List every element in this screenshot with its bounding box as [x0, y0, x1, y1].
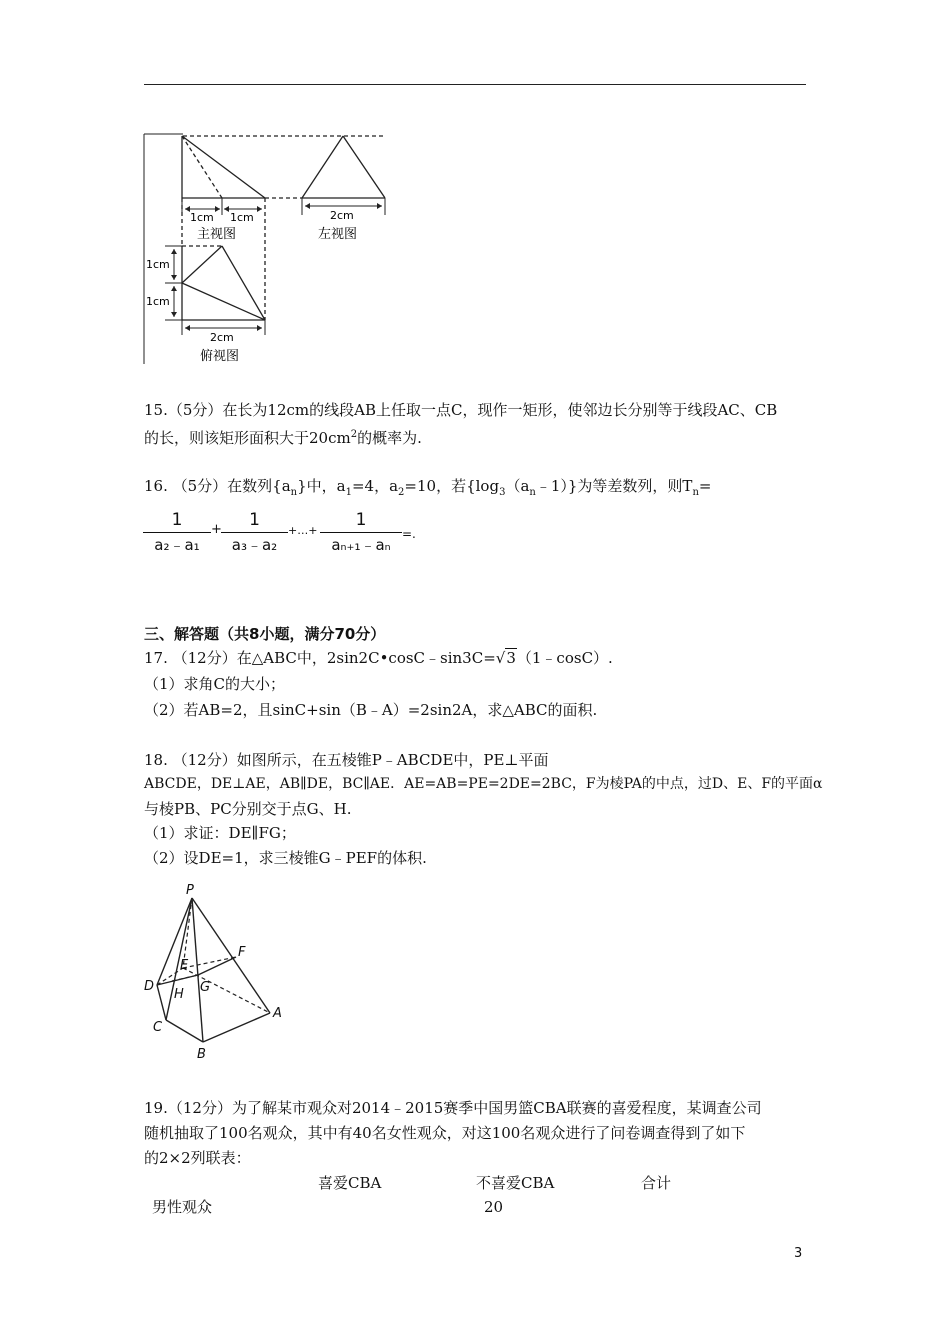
left-view-label: 左视图: [318, 227, 358, 242]
section-heading: 三、解答题（共8小题，满分70分）: [144, 625, 386, 643]
dim-label-top-bottom: 2cm: [210, 331, 234, 344]
q15-line2: 的长，则该矩形面积大于$20cm^2$的概率为.: [144, 429, 422, 447]
table-header-total: 合计: [641, 1174, 672, 1192]
q19-line3: 的2×2列联表：: [144, 1149, 251, 1167]
q16-fraction-1: 1 a₂﹣a₁: [143, 510, 211, 555]
dim-label-top-lower: 1cm: [146, 295, 170, 308]
vertex-label-B: B: [197, 1047, 206, 1062]
top-view-label: 俯视图: [200, 349, 240, 364]
q17-line1: 17. （12分）在△ABC中，2sin2C•cosC﹣sin3C=√3（1﹣cosC）.: [144, 649, 613, 667]
q16-ellipsis: +…+: [288, 524, 318, 537]
three-view-figure: [140, 128, 390, 370]
vertex-label-D: D: [144, 979, 155, 994]
sqrt-symbol: √3: [495, 649, 516, 667]
q16-fraction-3: 1 aₙ₊₁﹣aₙ: [320, 510, 402, 555]
page-number: 3: [794, 1246, 803, 1261]
q16-line1: 16. （5分）在数列$\{a_n\}$中，$a_1=4$，$a_2=10$，若$\{\log_3(a_n﹣1)\}$为等差数列，则$T_n=$: [144, 477, 712, 498]
q19-line1: 19.（12分）为了解某市观众对2014﹣2015赛季中国男篮CBA联赛的喜爱程度，某调查公司: [144, 1099, 762, 1117]
dim-label-left-view: 2cm: [330, 209, 354, 222]
q17-part2: （2）若AB=2，且sinC+sin（B﹣A）=2sin2A，求△ABC的面积.: [144, 701, 598, 719]
main-view-label: 主视图: [197, 227, 237, 242]
dim-label-main-right: 1cm: [230, 211, 254, 224]
table-header-like: 喜爱CBA: [318, 1174, 382, 1192]
dim-label-top-upper: 1cm: [146, 258, 170, 271]
vertex-label-A: A: [273, 1006, 282, 1021]
pyramid-figure: [140, 878, 295, 1063]
q19-line2: 随机抽取了100名观众，其中有40名女性观众，对这100名观众进行了问卷调查得到了如下: [144, 1124, 746, 1142]
q18-line3: 与棱PB、PC分别交于点G、H.: [144, 800, 352, 818]
dim-label-main-left: 1cm: [190, 211, 214, 224]
vertex-label-F: F: [238, 945, 246, 960]
table-row-label-male: 男性观众: [152, 1198, 213, 1216]
q18-part2: （2）设DE=1，求三棱锥G﹣PEF的体积.: [144, 849, 427, 867]
vertex-label-E: E: [180, 958, 189, 973]
q18-line2: ABCDE，DE⊥AE，AB∥DE，BC∥AE．AE=AB=PE=2DE=2BC，F为棱PA的中点，过D、E、F的平面α: [144, 776, 823, 792]
q18-line1: 18. （12分）如图所示，在五棱锥P﹣ABCDE中，PE⊥平面: [144, 751, 549, 769]
q16-fraction-2: 1 a₃﹣a₂: [221, 510, 288, 555]
table-header-dislike: 不喜爱CBA: [476, 1174, 555, 1192]
vertex-label-H: H: [174, 987, 184, 1002]
q16-plus: +: [211, 522, 222, 537]
q15-line1: 15.（5分）在长为12cm的线段AB上任取一点C，现作一矩形，使邻边长分别等于线段AC、CB: [144, 401, 778, 419]
vertex-label-P: P: [186, 883, 194, 898]
q16-tail: =.: [402, 527, 416, 541]
vertex-label-G: G: [200, 980, 211, 995]
q18-part1: （1）求证：DE∥FG；: [144, 824, 296, 842]
vertex-label-C: C: [153, 1020, 163, 1035]
header-rule: [144, 84, 806, 85]
table-cell-male-dislike: 20: [484, 1198, 504, 1216]
q17-part1: （1）求角C的大小；: [144, 675, 286, 693]
